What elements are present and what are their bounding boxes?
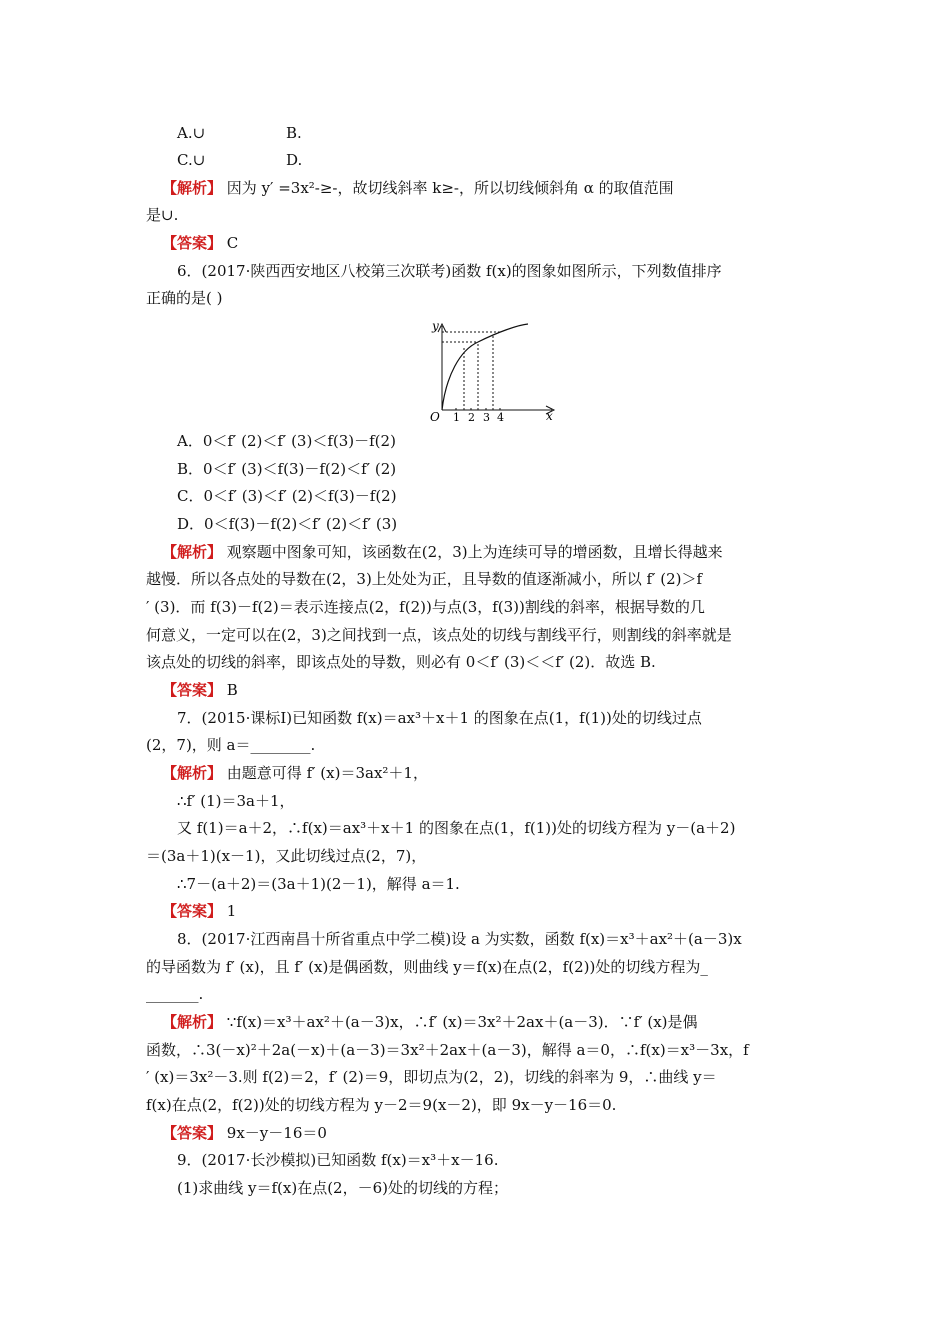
graph-origin-label: O — [430, 410, 440, 424]
q8-stem-line-3: _______. — [146, 985, 204, 1003]
graph-tick-4: 4 — [497, 411, 504, 424]
answer-tag: 【答案】 — [162, 681, 223, 699]
q6-analysis-line-4: 何意义，一定可以在(2，3)之间找到一点，该点处的切线与割线平行，则割线的斜率就是 — [146, 626, 732, 644]
q8-analysis-line-1: 【解析】 ∵f(x)＝x³＋ax²＋(a－3)x，∴f′ (x)＝3x²＋2ax＋(a－3)．∵f′ (x)是偶 — [162, 1013, 698, 1031]
q6-function-graph — [420, 316, 560, 424]
analysis-tag: 【解析】 — [162, 764, 223, 782]
q7-analysis-line-5: ∴7－(a＋2)＝(3a＋1)(2－1)，解得 a＝1. — [177, 875, 460, 893]
q5-option-c: C.∪ D. — [177, 151, 303, 169]
q9-stem-line-1: 9．(2017·长沙模拟)已知函数 f(x)＝x³＋x－16. — [177, 1151, 499, 1169]
q7-analysis-line-4: ＝(3a＋1)(x－1)，又此切线过点(2，7)， — [146, 847, 427, 865]
q6-option-a: A．0＜f′ (2)＜f′ (3)＜f(3)－f(2) — [177, 432, 396, 450]
q8-stem-line-2: 的导函数为 f′ (x)，且 f′ (x)是偶函数，则曲线 y＝f(x)在点(2，f(2))处的切线方程为_ — [146, 958, 708, 976]
q5-option-b: B. — [286, 124, 302, 142]
graph-tick-2: 2 — [468, 411, 475, 424]
q7-analysis-line-2: ∴f′ (1)＝3a＋1， — [177, 792, 295, 810]
answer-tag: 【答案】 — [162, 902, 223, 920]
q6-stem-line-2: 正确的是( ) — [146, 289, 223, 307]
q8-analysis-line-3: ′ (x)＝3x²－3.则 f(2)＝2，f′ (2)＝9，即切点为(2，2)，切线的斜率为 9，∴曲线 y＝ — [146, 1068, 717, 1086]
q5-analysis-line-1: 【解析】 因为 y′ =3x²-≥-，故切线斜率 k≥-，所以切线倾斜角 α 的取值范围 — [162, 179, 674, 197]
analysis-tag: 【解析】 — [162, 1013, 223, 1031]
q8-analysis-line-4: f(x)在点(2，f(2))处的切线方程为 y－2＝9(x－2)，即 9x－y－16＝0. — [146, 1096, 617, 1114]
q6-analysis-line-5: 该点处的切线的斜率，即该点处的导数，则必有 0＜f′ (3)＜＜f′ (2)．故选 B. — [146, 653, 656, 671]
q5-analysis-line-2: 是∪. — [146, 206, 179, 224]
q6-option-d: D．0＜f(3)－f(2)＜f′ (2)＜f′ (3) — [177, 515, 398, 533]
q8-stem-line-1: 8．(2017·江西南昌十所省重点中学二模)设 a 为实数，函数 f(x)＝x³＋ax²＋(a－3)x — [177, 930, 742, 948]
q8-analysis-line-2: 函数，∴3(－x)²＋2a(－x)＋(a－3)＝3x²＋2ax＋(a－3)，解得 a＝0，∴f(x)＝x³－3x，f — [146, 1041, 749, 1059]
graph-y-label: y — [432, 319, 439, 333]
q6-answer: 【答案】 B — [162, 681, 238, 699]
q6-analysis-line-1: 【解析】 观察题中图象可知，该函数在(2，3)上为连续可导的增函数，且增长得越来 — [162, 543, 723, 561]
q7-stem-line-2: (2，7)，则 a＝________. — [146, 736, 316, 754]
q7-answer: 【答案】 1 — [162, 902, 237, 920]
q6-stem-line-1: 6．(2017·陕西西安地区八校第三次联考)函数 f(x)的图象如图所示，下列数值排序 — [177, 262, 722, 280]
q7-analysis-line-3: 又 f(1)＝a＋2，∴f(x)＝ax³＋x＋1 的图象在点(1，f(1))处的切线方程为 y－(a＋2) — [177, 819, 736, 837]
analysis-tag: 【解析】 — [162, 179, 223, 197]
q6-analysis-line-2: 越慢．所以各点处的导数在(2，3)上处处为正，且导数的值逐渐减小，所以 f′ (2)＞f — [146, 570, 703, 588]
answer-tag: 【答案】 — [162, 234, 223, 252]
function-curve — [442, 324, 528, 410]
q9-part-1: (1)求曲线 y＝f(x)在点(2，－6)处的切线的方程； — [177, 1179, 508, 1197]
q8-answer: 【答案】 9x－y－16＝0 — [162, 1124, 327, 1142]
analysis-tag: 【解析】 — [162, 543, 223, 561]
q5-option-d: D. — [286, 151, 303, 169]
q5-option-a: A.∪ B. — [177, 124, 302, 142]
answer-tag: 【答案】 — [162, 1124, 223, 1142]
q7-analysis-line-1: 【解析】 由题意可得 f′ (x)＝3ax²＋1， — [162, 764, 428, 782]
graph-tick-3: 3 — [483, 411, 490, 424]
graph-x-label: x — [546, 409, 553, 423]
q6-option-b: B．0＜f′ (3)＜f(3)－f(2)＜f′ (2) — [177, 460, 397, 478]
q5-answer: 【答案】 C — [162, 234, 239, 252]
q6-option-c: C．0＜f′ (3)＜f′ (2)＜f(3)－f(2) — [177, 487, 397, 505]
q6-analysis-line-3: ′ (3)．而 f(3)－f(2)＝表示连接点(2，f(2))与点(3，f(3))割线的斜率，根据导数的几 — [146, 598, 705, 616]
graph-tick-1: 1 — [453, 411, 460, 424]
q7-stem-line-1: 7．(2015·课标Ⅰ)已知函数 f(x)＝ax³＋x＋1 的图象在点(1，f(1))处的切线过点 — [177, 709, 702, 727]
